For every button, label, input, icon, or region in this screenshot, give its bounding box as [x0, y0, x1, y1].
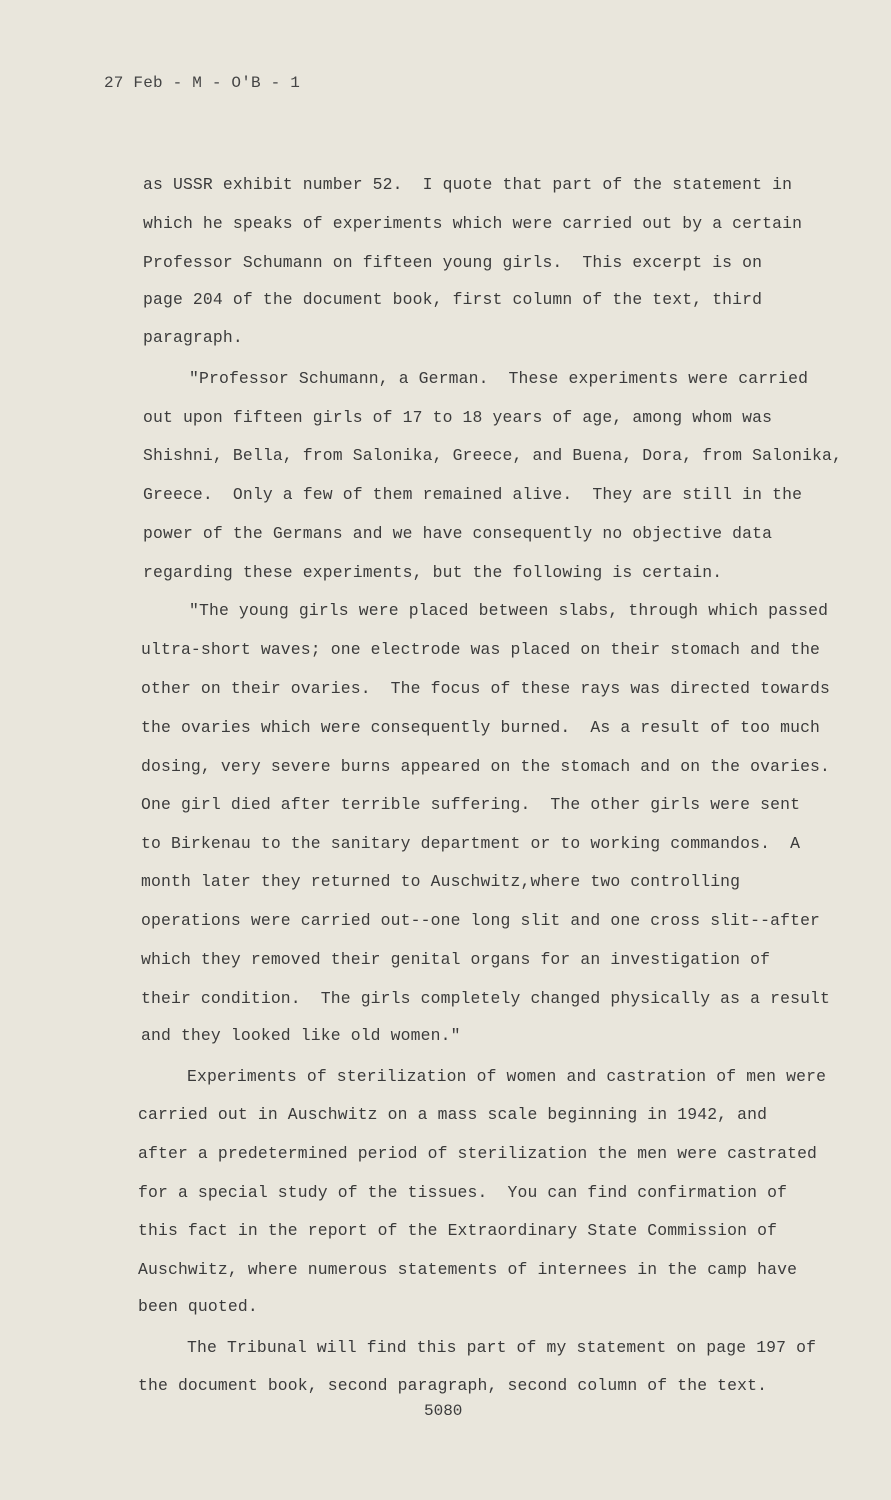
- text-line: Shishni, Bella, from Salonika, Greece, and Buena, Dora, from Salonika,: [143, 446, 843, 465]
- text-line: as USSR exhibit number 52. I quote that part of the statement in: [143, 175, 793, 194]
- text-line: which they removed their genital organs for an investigation of: [141, 950, 771, 969]
- text-line: after a predetermined period of sterilization the men were castrated: [138, 1144, 818, 1163]
- text-line: Professor Schumann on fifteen young girls. This excerpt is on: [143, 253, 763, 272]
- text-line: page 204 of the document book, first column of the text, third: [143, 290, 763, 309]
- text-line: operations were carried out--one long slit and one cross slit--after: [141, 911, 821, 930]
- text-line: The Tribunal will find this part of my statement on page 197 of: [187, 1338, 817, 1357]
- text-line: their condition. The girls completely changed physically as a result: [141, 989, 831, 1008]
- text-line: been quoted.: [138, 1297, 258, 1316]
- text-line: the ovaries which were consequently burned. As a result of too much: [141, 718, 821, 737]
- text-line: regarding these experiments, but the following is certain.: [143, 563, 723, 582]
- text-line: dosing, very severe burns appeared on the stomach and on the ovaries.: [141, 757, 831, 776]
- text-line: One girl died after terrible suffering. The other girls were sent: [141, 795, 801, 814]
- text-line: the document book, second paragraph, second column of the text.: [138, 1376, 768, 1395]
- text-line: which he speaks of experiments which were carried out by a certain: [143, 214, 803, 233]
- text-line: out upon fifteen girls of 17 to 18 years of age, among whom was: [143, 408, 773, 427]
- text-line: "The young girls were placed between slabs, through which passed: [189, 601, 829, 620]
- text-line: Greece. Only a few of them remained alive. They are still in the: [143, 485, 803, 504]
- text-line: to Birkenau to the sanitary department or to working commandos. A: [141, 834, 801, 853]
- text-line: "Professor Schumann, a German. These experiments were carried: [189, 369, 809, 388]
- text-line: carried out in Auschwitz on a mass scale beginning in 1942, and: [138, 1105, 768, 1124]
- text-line: this fact in the report of the Extraordinary State Commission of: [138, 1221, 778, 1240]
- page-header-reference: 27 Feb - M - O'B - 1: [104, 74, 301, 92]
- text-line: ultra-short waves; one electrode was placed on their stomach and the: [141, 640, 821, 659]
- text-line: Auschwitz, where numerous statements of internees in the camp have: [138, 1260, 798, 1279]
- text-line: paragraph.: [143, 328, 243, 347]
- text-line: month later they returned to Auschwitz,where two controlling: [141, 872, 741, 891]
- text-line: Experiments of sterilization of women and castration of men were: [187, 1067, 827, 1086]
- text-line: for a special study of the tissues. You can find confirmation of: [138, 1183, 788, 1202]
- text-line: power of the Germans and we have consequently no objective data: [143, 524, 773, 543]
- page-number: 5080: [424, 1402, 463, 1420]
- text-line: other on their ovaries. The focus of these rays was directed towards: [141, 679, 831, 698]
- text-line: and they looked like old women.": [141, 1026, 461, 1045]
